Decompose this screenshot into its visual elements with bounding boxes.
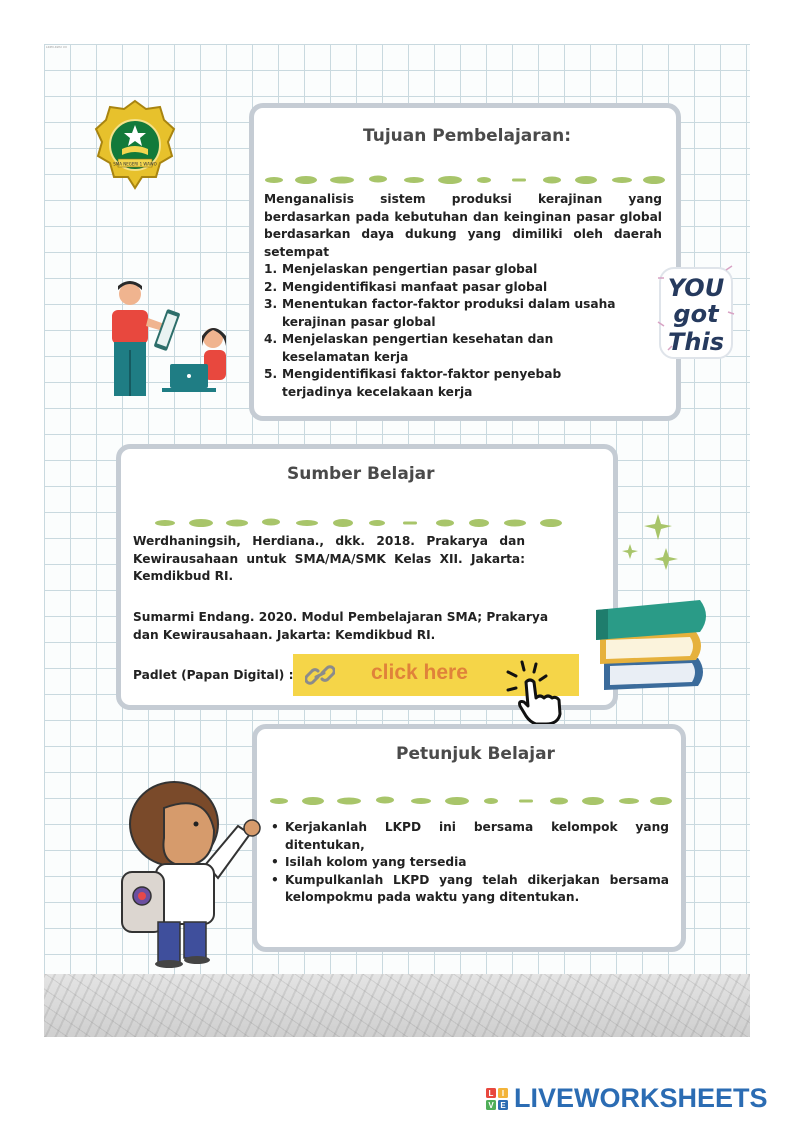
tujuan-intro: Menganalisis sistem produksi kerajinan yang berdasarkan pada kebutuhan dan keinginan pasar global berdasarkan daya dukung yang dimiliki oleh daerah setempat xyxy=(264,192,662,259)
petunjuk-item: • Kerjakanlah LKPD ini bersama kelompok yang ditentukan, xyxy=(271,820,669,852)
liveworksheets-brand xyxy=(486,1083,768,1114)
tujuan-title: Tujuan Pembelajaran: xyxy=(363,126,572,146)
student-illustration xyxy=(118,778,268,968)
sparkle-icon xyxy=(616,514,686,574)
svg-text:L: L xyxy=(488,1088,494,1098)
tujuan-card xyxy=(249,103,681,421)
tujuan-item: 5. Mengidentifikasi faktor-faktor penyebab terjadinya kecelakaan kerja xyxy=(264,367,562,399)
tujuan-item: 1. Menjelaskan pengertian pasar global xyxy=(264,262,538,276)
marble-footer-strip xyxy=(44,974,750,1037)
sumber-title: Sumber Belajar xyxy=(287,464,435,484)
sumber-ref-1: Werdhaningsih, Herdiana., dkk. 2018. Prakarya dan Kewirausahaan untuk SMA/MA/SMK Kelas XII. Jakarta: Kemdikbud RI. xyxy=(133,534,525,583)
sticker-line-3: This xyxy=(668,328,724,356)
tujuan-list xyxy=(264,261,634,401)
petunjuk-card xyxy=(252,724,686,952)
tujuan-item: 4. Menjelaskan pengertian kesehatan dan keselamatan kerja xyxy=(264,332,554,364)
svg-text:I: I xyxy=(501,1088,505,1098)
link-icon xyxy=(305,662,335,688)
worksheet-page xyxy=(44,44,750,1037)
green-dash-divider xyxy=(151,517,571,529)
green-dash-divider xyxy=(262,174,672,186)
tujuan-item: 2. Mengidentifikasi manfaat pasar global xyxy=(264,279,548,294)
sticker-line-1: YOU xyxy=(667,274,725,302)
school-emblem-icon xyxy=(94,99,176,191)
petunjuk-item: • Isilah kolom yang tersedia xyxy=(271,855,467,869)
people-working-illustration xyxy=(78,280,246,400)
green-dash-divider xyxy=(267,795,677,807)
click-here-label: click here xyxy=(371,661,468,684)
liveworksheets-logo-icon xyxy=(486,1088,508,1110)
svg-text:V: V xyxy=(488,1100,494,1110)
sticker-line-2: got xyxy=(673,300,719,328)
svg-text:E: E xyxy=(500,1100,506,1110)
padlet-label: Padlet (Papan Digital) : xyxy=(133,668,294,682)
sumber-ref-2: Sumarmi Endang. 2020. Modul Pembelajaran SMA; Prakarya dan Kewirausahaan. Jakarta: Kemdikbud RI. xyxy=(133,610,549,642)
petunjuk-title: Petunjuk Belajar xyxy=(396,744,555,764)
pointer-hand-icon xyxy=(502,658,572,726)
liveworksheets-name: LIVEWORKSHEETS xyxy=(514,1083,768,1113)
tujuan-item: 3. Menentukan factor-faktor produksi dalam usaha kerajinan pasar global xyxy=(264,297,616,329)
you-got-this-sticker xyxy=(656,262,736,362)
books-stack-illustration xyxy=(592,592,716,694)
petunjuk-list xyxy=(271,819,669,907)
tiny-header: LKPD-KWU XII xyxy=(46,45,67,49)
logo-ribbon-text: SMA NEGERI 1 WAWO xyxy=(113,161,157,167)
petunjuk-item: • Kumpulkanlah LKPD yang telah dikerjakan bersama kelompokmu pada waktu yang ditentukan. xyxy=(271,872,669,904)
